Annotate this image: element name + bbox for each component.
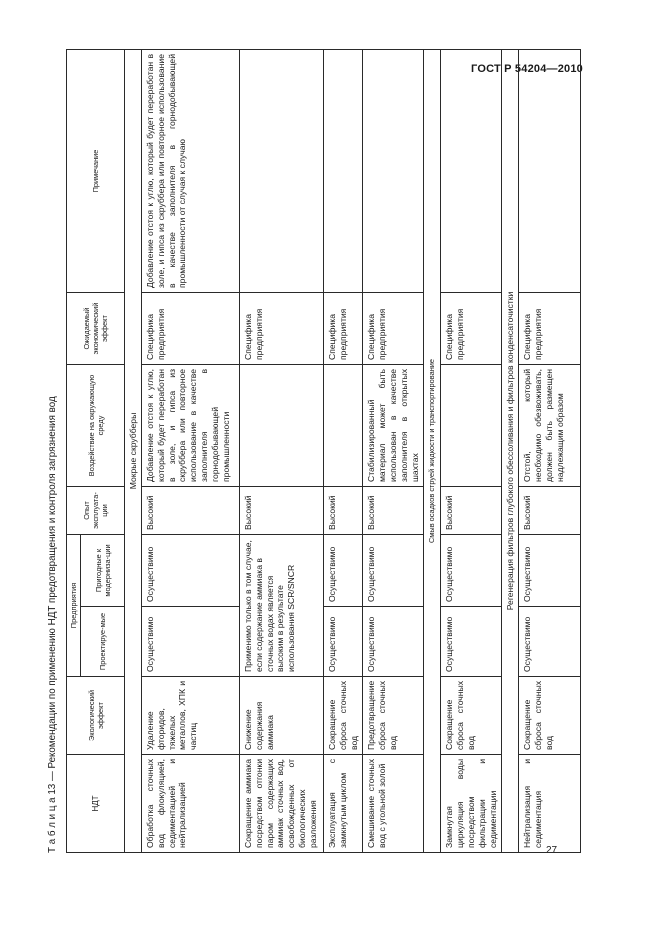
cell-impact: Отстой, который необходимо обезвоживать, должен быть размещен надлежащим образом [519,364,581,486]
table-caption: Т а б л и ц а 13 — Рекомендации по применению НДТ предотвращения и контроля загрязнения вод [47,396,58,853]
cell-designed: Осуществимо [519,607,581,677]
table-row [142,49,240,852]
cell-ndt: Смешивание сточных вод с угольной золой [363,755,424,853]
cell-experience: Высокий [363,486,424,534]
cell-experience: Высокий [240,486,324,534]
cell-impact [324,364,363,486]
cell-ndt: Обработка сточных вод флокуляцией, седиментацией и нейтрализацией [142,755,240,853]
cell-economic: Специфика предприятия [441,292,502,364]
page-number: 27 [546,845,558,856]
cell-experience: Высокий [324,486,363,534]
cell-ndt: Нейтрализация и седиментация [519,755,581,853]
cell-eco: Сокращение сброса сточных вод [324,677,363,755]
header-impact: Воздействие на окружающую среду [67,364,125,486]
cell-eco: Предотвращение сброса сточных вод [363,677,424,755]
cell-eco: Удаление фторидов, тяжелых металлов, ХПК и частиц [142,677,240,755]
header-experience: Опыт эксплуата-ции [67,486,125,534]
header-designed: Проектируе-мые [81,607,125,677]
cell-economic: Специфика предприятия [240,292,324,364]
cell-modernization: Осуществимо [363,534,424,606]
cell-ndt: Замкнутая циркуляция воды посредством фильтрации и седиментации [441,755,502,853]
table-row [324,49,363,852]
recommendations-table [66,49,581,853]
cell-ndt: Эксплуатация с замкнутым циклом [324,755,363,853]
cell-modernization: Осуществимо [519,534,581,606]
standard-number: ГОСТ Р 54204—2010 [471,63,583,75]
section-title: Регенерация фильтров глубокого обессоливания и фильтров конденсаточистки [502,49,519,852]
table-row [363,49,424,852]
cell-designed: Осуществимо [363,607,424,677]
cell-eco: Сокращение сброса сточных вод [519,677,581,755]
cell-designed: Осуществимо [441,607,502,677]
cell-note [519,49,581,292]
cell-impact: Добавление отстоя к углю, который будет переработан в золе, и гипса из скруббера или повторное использование в качестве заполнителя в горнодобывающей промышленности [142,364,240,486]
section-title: Смыв осадков струей жидкости и транспортирование [424,49,441,852]
section-title: Мокрые скрубберы [125,49,142,852]
cell-impact [240,364,324,486]
cell-note [363,49,424,292]
rotated-table-area [44,50,565,853]
cell-ndt: Сокращение аммиака посредством отгонки паром содержащих аммиак сточных вод, освобожденных от биологических разложения [240,755,324,853]
cell-impact: Стабилизированный материал может быть использован в качестве заполнителя в открытых шахтах [363,364,424,486]
table-row [240,49,324,852]
header-modernization: Пригодные к модерниза-ции [81,534,125,606]
header-ndt: НДТ [67,755,125,853]
cell-modernization: Осуществимо [142,534,240,606]
cell-note: Добавление отстоя к углю, который будет переработан в золе, и гипса из скруббера или повторное использование в качестве заполнителя в горнодобывающей промышленности от случая к случаю [142,49,240,292]
cell-experience: Высокий [142,486,240,534]
cell-designed: Осуществимо [324,607,363,677]
cell-experience: Высокий [441,486,502,534]
cell-economic: Специфика предприятия [363,292,424,364]
cell-eco: Сокращение сброса сточных вод [441,677,502,755]
cell-note [240,49,324,292]
cell-eco: Снижение содержания аммиака [240,677,324,755]
cell-note [441,49,502,292]
header-eco: Экологический эффект [67,677,125,755]
cell-experience: Высокий [519,486,581,534]
header-economic: Ожидаемый экономический эффект [67,292,125,364]
table-row [441,49,502,852]
cell-note [324,49,363,292]
header-note: Примечание [67,49,125,292]
cell-economic: Специфика предприятия [324,292,363,364]
cell-modernization: Осуществимо [441,534,502,606]
cell-designed: Применимо только в том случае, если содержание аммиака в сточных водах является высоким в результате использования SCR/SNCR [240,534,324,676]
cell-impact [441,364,502,486]
header-enterprises: Предприятия [67,534,81,676]
cell-economic: Специфика предприятия [519,292,581,364]
cell-designed: Осуществимо [142,607,240,677]
cell-economic: Специфика предприятия [142,292,240,364]
table-row [519,49,581,852]
cell-modernization: Осуществимо [324,534,363,606]
